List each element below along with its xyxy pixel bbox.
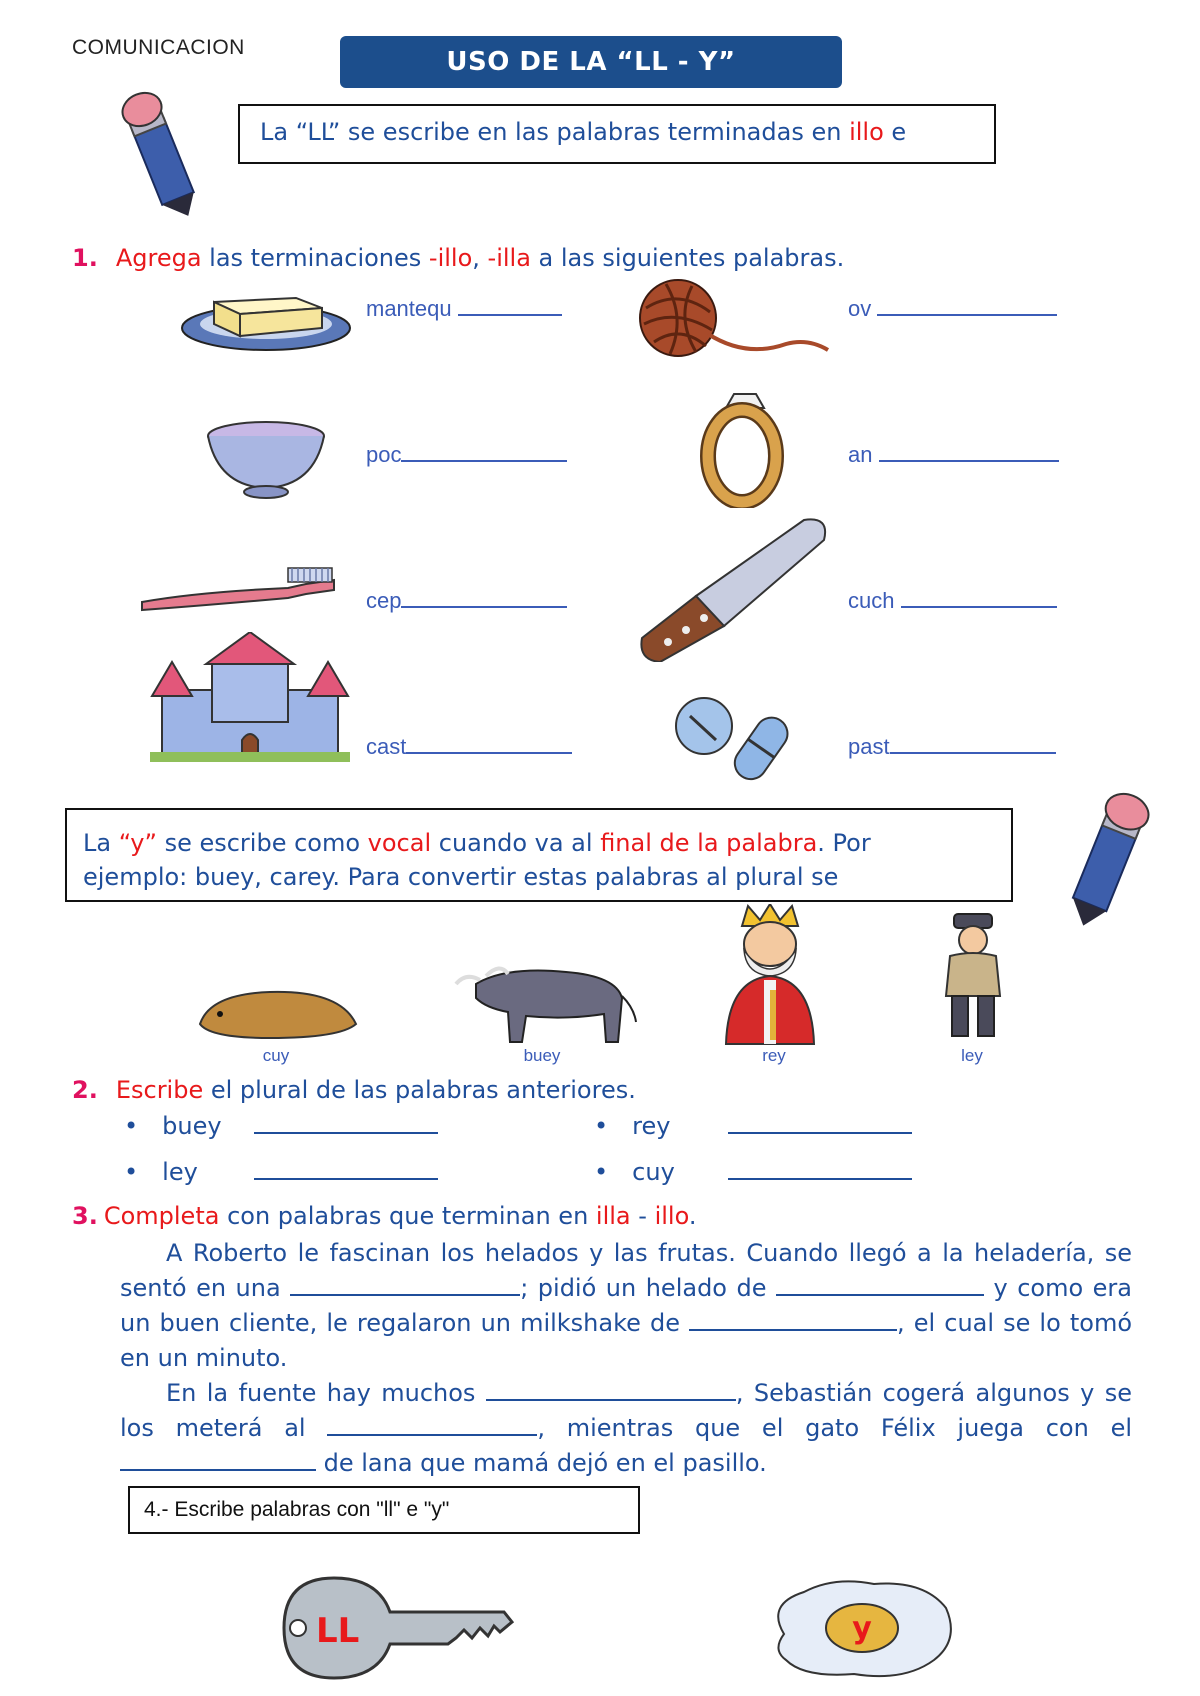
knife-icon [624, 514, 834, 662]
question-2-text: el plural de las palabras anteriores. [203, 1076, 636, 1104]
fill-item-word: mantequ [366, 296, 452, 321]
blank-line[interactable] [401, 606, 567, 608]
key-icon [268, 1572, 516, 1684]
question-3-verb: Completa [103, 1202, 220, 1230]
king-icon [708, 904, 832, 1046]
blank-line[interactable] [401, 460, 567, 462]
plural-item-buey [124, 1110, 438, 1140]
question-3-dot: . [688, 1202, 697, 1230]
toothbrush-icon [138, 566, 338, 616]
rule-ll-highlight: illo [849, 118, 884, 146]
fill-item-word: cast [366, 734, 407, 759]
suffix-illa: illa [595, 1202, 631, 1230]
rule-y-line-2: ejemplo: buey, carey. Para convertir estas palabras al plural se [83, 863, 839, 891]
question-3-number: 3. [72, 1202, 98, 1230]
animal-caption-rey: rey [762, 1046, 786, 1065]
blank-line[interactable] [458, 314, 562, 316]
plural-word: buey [162, 1112, 222, 1140]
fill-item-poc [366, 442, 567, 468]
rule-y-text-d: . Por [817, 829, 871, 857]
fill-item-cuch [848, 588, 1057, 614]
egg-label: y [852, 1611, 872, 1646]
rule-ll-text-b: e [883, 118, 907, 146]
story-text: , mientras que el gato Félix juega con el [537, 1414, 1133, 1442]
suffix-illa: -illa [487, 244, 531, 272]
blank-line[interactable] [406, 752, 572, 754]
fill-item-word: an [848, 442, 873, 467]
bullet-dot: • [594, 1158, 609, 1186]
bullet-dot: • [124, 1158, 139, 1186]
plural-item-ley [124, 1156, 438, 1186]
blank-line[interactable] [877, 314, 1057, 316]
blank-line[interactable] [254, 1156, 438, 1180]
blank-line[interactable] [728, 1110, 912, 1134]
guinea-pig-icon [190, 984, 360, 1040]
fill-item-word: cep [366, 588, 402, 613]
rule-ll-text-a: La “LL” se escribe en las palabras terminadas en [260, 118, 850, 146]
fill-item-word: poc [366, 442, 402, 467]
fill-item-an [848, 442, 1059, 468]
plural-item-rey [594, 1110, 912, 1140]
fill-item-mantequ [366, 296, 562, 322]
plural-word: cuy [632, 1158, 675, 1186]
question-1-text-b: a las siguientes palabras. [530, 244, 845, 272]
fill-item-word: cuch [848, 588, 895, 613]
rule-ll-box [238, 104, 996, 164]
rule-y-text-b: se escribe como [156, 829, 368, 857]
question-3 [72, 1202, 696, 1230]
bullet-dot: • [594, 1112, 609, 1140]
policeman-icon [936, 910, 1010, 1042]
rule-y-text-a: La [83, 829, 119, 857]
yarn-ball-icon [636, 278, 832, 364]
blank-line[interactable] [120, 1447, 316, 1471]
question-3-text-a: con palabras que terminan en [219, 1202, 596, 1230]
pencil-icon [115, 84, 205, 224]
fill-item-word: ov [848, 296, 872, 321]
story-paragraph-1 [120, 1236, 1132, 1376]
fill-item-ov [848, 296, 1057, 322]
story-text: A Roberto le fascinan los helados y las frutas. Cuando llegó a la heladería, se sentó en una [120, 1239, 1132, 1302]
fill-item-cep [366, 588, 567, 614]
rule-y-box [65, 808, 1013, 902]
ox-icon [446, 958, 638, 1046]
question-2-number: 2. [72, 1076, 98, 1104]
story-text: , el cual se lo tomó en un minuto. [120, 1309, 1132, 1372]
question-2 [72, 1076, 636, 1104]
plural-word: rey [632, 1112, 671, 1140]
blank-line[interactable] [290, 1272, 520, 1296]
egg-icon [764, 1574, 960, 1684]
question-1-number: 1. [72, 244, 98, 272]
question-1-text-a: las terminaciones [201, 244, 429, 272]
story-text: y como era un buen cliente, le regalaron un milkshake de [120, 1274, 1132, 1337]
rule-y-vocal: vocal [367, 829, 432, 857]
animal-caption-ley: ley [961, 1046, 983, 1065]
question-1-verb: Agrega [115, 244, 202, 272]
animal-caption-cuy: cuy [262, 1046, 290, 1065]
question-3-dash: - [630, 1202, 655, 1230]
blank-line[interactable] [689, 1307, 897, 1331]
story-text: En la fuente hay muchos [166, 1379, 486, 1407]
story-text: , Sebastián cogerá algunos y se los meterá al [120, 1379, 1132, 1442]
subject-label: COMUNICACION [72, 36, 245, 59]
question-1-comma: , [472, 244, 488, 272]
suffix-illo: -illo [428, 244, 473, 272]
plural-item-cuy [594, 1156, 912, 1186]
blank-line[interactable] [728, 1156, 912, 1180]
story-text: de lana que mamá dejó en el pasillo. [316, 1449, 767, 1477]
blank-line[interactable] [879, 460, 1059, 462]
bowl-icon [204, 420, 328, 500]
pills-icon [672, 694, 802, 794]
key-label: LL [316, 1611, 360, 1651]
rule-y-final: final de la palabra [600, 829, 818, 857]
blank-line[interactable] [486, 1377, 736, 1401]
ring-icon [698, 390, 788, 508]
blank-line[interactable] [254, 1110, 438, 1134]
suffix-illo: illo [654, 1202, 689, 1230]
blank-line[interactable] [890, 752, 1056, 754]
question-1 [72, 244, 844, 272]
plural-word: ley [162, 1158, 198, 1186]
bullet-dot: • [124, 1112, 139, 1140]
fill-item-cast [366, 734, 572, 760]
fill-item-word: past [848, 734, 890, 759]
question-2-verb: Escribe [115, 1076, 204, 1104]
fill-item-past [848, 734, 1056, 760]
rule-y-text-c: cuando va al [431, 829, 601, 857]
butter-dish-icon [180, 284, 352, 354]
task-4-box: 4.- Escribe palabras con "ll" e "y" [128, 1486, 640, 1534]
story-text: ; pidió un helado de [520, 1274, 776, 1302]
pencil-icon [1058, 784, 1158, 934]
page-title: USO DE LA “LL - Y” [340, 36, 842, 88]
blank-line[interactable] [327, 1412, 537, 1436]
rule-y-line-1 [83, 826, 995, 860]
castle-icon [150, 632, 350, 762]
animal-caption-buey: buey [523, 1046, 561, 1065]
story-paragraph-2 [120, 1376, 1132, 1481]
blank-line[interactable] [901, 606, 1057, 608]
rule-y-letter: “y” [118, 829, 157, 857]
blank-line[interactable] [776, 1272, 984, 1296]
